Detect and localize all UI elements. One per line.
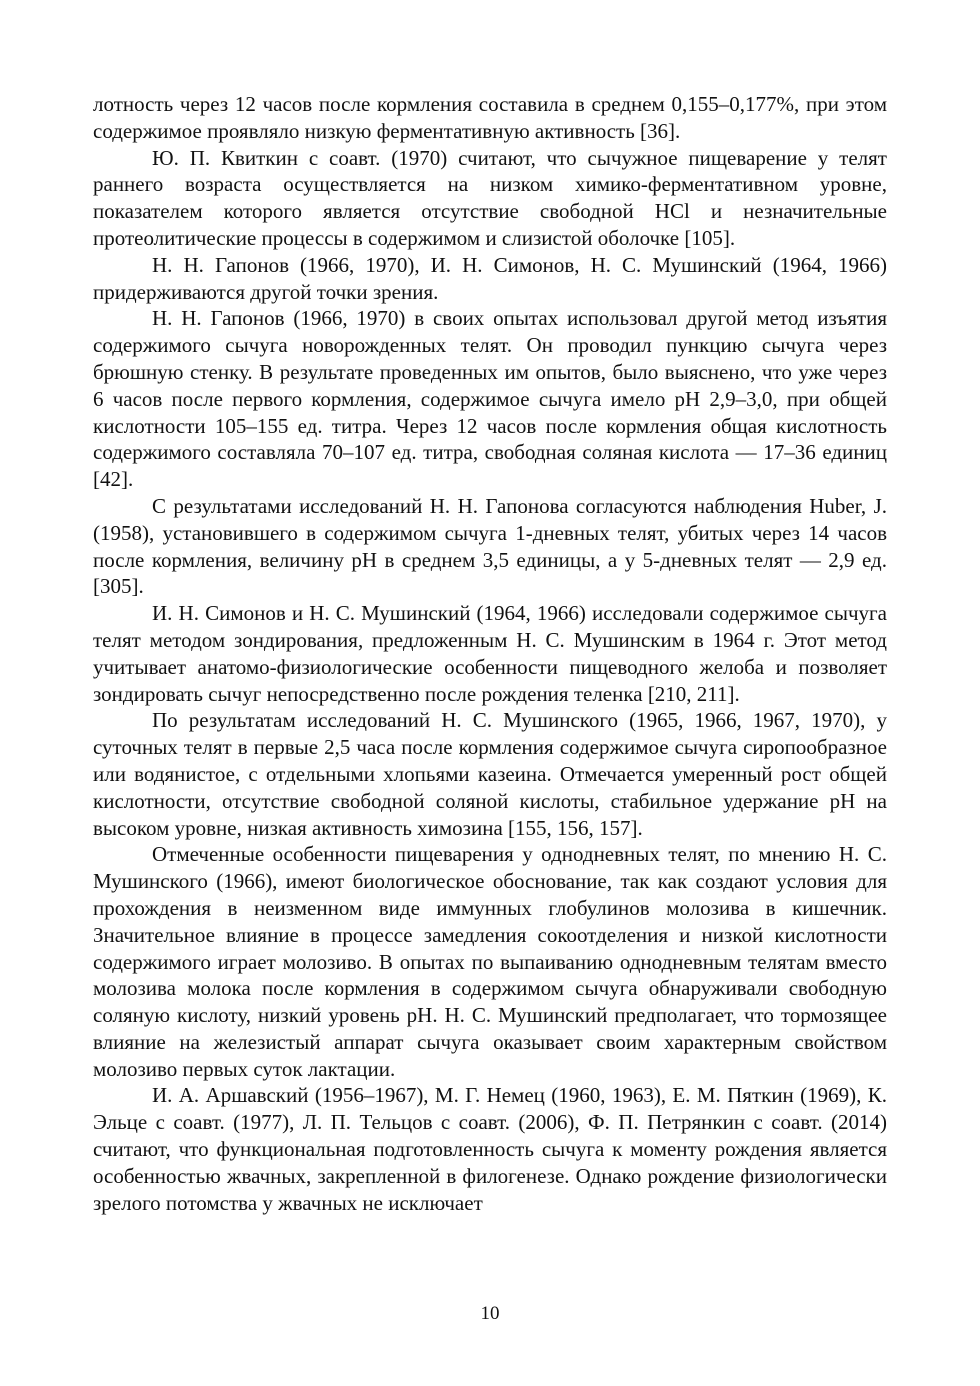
paragraph-arshavsky: И. А. Аршавский (1956–1967), М. Г. Немец (1960, 1963), Е. М. Пяткин (1969), К. Эльце с соавт. (1977), Л. П. Тельцов с соавт. (2006), Ф. П. Петрянкин с соавт. (2014) считают, что функциональная подготовленность сычуга к моменту рождения является особенностью жвачных, закрепленной в филогенезе. Однако рождение физиологически зрелого потомства у жвачных не исключает — [93, 1083, 887, 1215]
page-body — [93, 91, 887, 1216]
paragraph-kvitkin: Ю. П. Квиткин с соавт. (1970) считают, что сычужное пищеварение у телят раннего возраста осуществляется на низком химико-ферментативном уровне, показателем которого является отсутствие свободной HCl и незначительные протеолитические процессы в содержимом и слизистой оболочке [105]. — [93, 145, 887, 250]
page-number: 10 — [480, 1303, 500, 1324]
paragraph-gaponov-view: Н. Н. Гапонов (1966, 1970), И. Н. Симонов, Н. С. Мушинский (1964, 1966) придерживаются другой точки зрения. — [93, 252, 887, 304]
paragraph-huber: С результатами исследований Н. Н. Гапонова согласуются наблюдения Huber, J. (1958), установившего в содержимом сычуга 1-дневных телят, убитых через 14 часов после кормления, величину pH в среднем 3,5 единицы, а у 5-дневных телят — 2,9 ед. [305]. — [93, 493, 887, 599]
paragraph-continuation: лотность через 12 часов после кормления составила в среднем 0,155–0,177%, при этом содержимое проявляло низкую ферментативную активность [36]. — [93, 92, 887, 143]
paragraph-gaponov-method: Н. Н. Гапонов (1966, 1970) в своих опытах использовал другой метод изъятия содержимого сычуга новорожденных телят. Он проводил пункцию сычуга через брюшную стенку. В результате проведенных им опытов, было выяснено, что уже через 6 часов после первого кормления, содержимое сычуга имело pH 2,9–3,0, при общей кислотности 105–155 ед. титра. Через 12 часов после кормления общая кислотность содержимого составляла 70–107 ед. титра, свободная соляная кислота — 17–36 единиц [42]. — [93, 306, 887, 492]
paragraph-colostrum: Отмеченные особенности пищеварения у однодневных телят, по мнению Н. С. Мушинского (1966), имеют биологическое обоснование, так как создают условия для прохождения в неизменном виде иммунных глобулинов молозива в кишечник. Значительное влияние в процессе замедления сокоотделения и низкой кислотности содержимого играет молозиво. В опытах по выпаиванию однодневным телятам вместо молозива молока после кормления в содержимом сычуга обнаруживали свободную соляную кислоту, низкий уровень pH. Н. С. Мушинский предполагает, что тормозящее влияние на железистый аппарат сычуга оказывает своим характерным свойством молозиво первых суток лактации. — [93, 842, 887, 1081]
paragraph-simonov: И. Н. Симонов и Н. С. Мушинский (1964, 1966) исследовали содержимое сычуга телят методом зондирования, предложенным Н. С. Мушинским в 1964 г. Этот метод учитывает анатомо-физиологические особенности пищеводного желоба и позволяет зондировать сычуг непосредственно после рождения теленка [210, 211]. — [93, 601, 887, 706]
paragraph-mushinsky-results: По результатам исследований Н. С. Мушинского (1965, 1966, 1967, 1970), у суточных телят в первые 2,5 часа после кормления содержимое сычуга сиропообразное или водянистое, с отдельными хлопьями казеина. Отмечается умеренный рост общей кислотности, отсутствие свободной соляной кислоты, стабильное удержание pH на высоком уровне, низкая активность химозина [155, 156, 157]. — [93, 708, 887, 840]
